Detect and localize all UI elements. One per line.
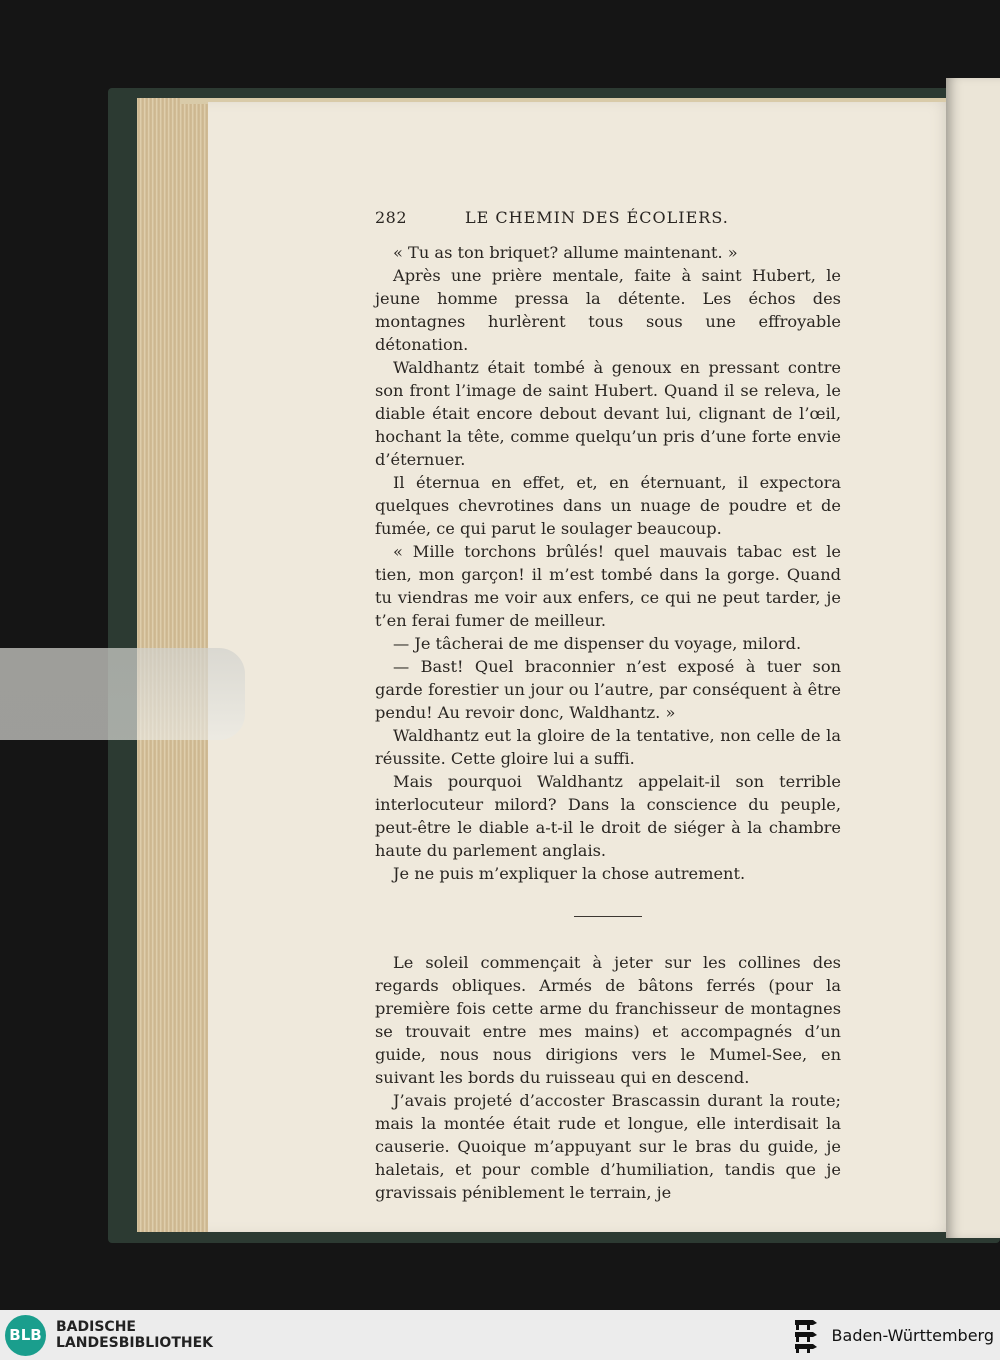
page-clip bbox=[0, 648, 245, 740]
right-page bbox=[946, 78, 1000, 1238]
paragraph: Je ne puis m’expliquer la chose autrement. bbox=[393, 864, 746, 883]
state-branding[interactable] bbox=[792, 1316, 994, 1354]
section-separator bbox=[574, 916, 642, 917]
running-head: LE CHEMIN DES ÉCOLIERS. bbox=[465, 208, 729, 227]
page-text bbox=[375, 206, 841, 1204]
blb-logo[interactable]: BLB bbox=[5, 1315, 46, 1356]
library-name bbox=[56, 1319, 213, 1351]
paragraph: Waldhantz eut la gloire de la tentative, non celle de la réussite. Cette gloire lui a suffi. bbox=[375, 726, 841, 768]
paragraph: Mais pourquoi Waldhantz appelait-il son terrible interlocuteur milord? Dans la conscience du peuple, peut-être le diable a-t-il le droit de siéger à la chambre haute du parlement anglais. bbox=[375, 772, 841, 860]
paragraph: « Mille torchons brûlés! quel mauvais tabac est le tien, mon garçon! il m’est tombé dans la gorge. Quand tu viendras me voir aux enfers, ce qui ne peut tarder, je t’en ferai fumer de meilleur. bbox=[375, 542, 841, 630]
page-number: 282 bbox=[375, 208, 408, 227]
footer-bar bbox=[0, 1310, 1000, 1360]
paragraph: Waldhantz était tombé à genoux en pressant contre son front l’image de saint Hubert. Quand il se releva, le diable était encore debout devant lui, clignant de l’œil, hochant la tête, comme quelqu’un pris d’une forte envie d’éternuer. bbox=[375, 358, 841, 469]
state-name: Baden-Württemberg bbox=[831, 1325, 994, 1345]
paragraph: Il éternua en effet, et, en éternuant, il expectora quelques chevrotines dans un nuage de poudre et de fumée, ce qui parut le soulager beaucoup. bbox=[375, 473, 841, 538]
paragraph: Le soleil commençait à jeter sur les collines des regards obliques. Armés de bâtons ferrés (pour la première fois cette arme du franchisseur de montagnes se trouvait entre mes mains) et accompagnés d’un guide, nous nous dirigions vers le Mumel-See, en suivant les bords du ruisseau qui en descend. bbox=[375, 953, 841, 1087]
library-line-1: BADISCHE bbox=[56, 1319, 136, 1335]
paragraph: J’avais projeté d’accoster Brascassin durant la route; mais la montée était rude et longue, elle interdisait la causerie. Quoique m’appuyant sur le bras du guide, je haletais, et pour comble d’humiliation, tandis que je gravissais péniblement le terrain, je bbox=[375, 1091, 841, 1202]
paragraph: — Je tâcherai de me dispenser du voyage, milord. bbox=[393, 634, 802, 653]
paragraph: « Tu as ton briquet? allume maintenant. » bbox=[393, 243, 738, 262]
page-header bbox=[375, 206, 841, 229]
paragraph: — Bast! Quel braconnier n’est exposé à tuer son garde forestier un jour ou l’autre, par conséquent à être pendu! Au revoir donc, Waldhantz. » bbox=[375, 657, 841, 722]
paragraph: Après une prière mentale, faite à saint Hubert, le jeune homme pressa la détente. Les échos des montagnes hurlèrent tous sous une effroyable détonation. bbox=[375, 266, 841, 354]
lions-crest-icon bbox=[792, 1316, 820, 1354]
library-line-2: LANDESBIBLIOTHEK bbox=[56, 1335, 214, 1351]
